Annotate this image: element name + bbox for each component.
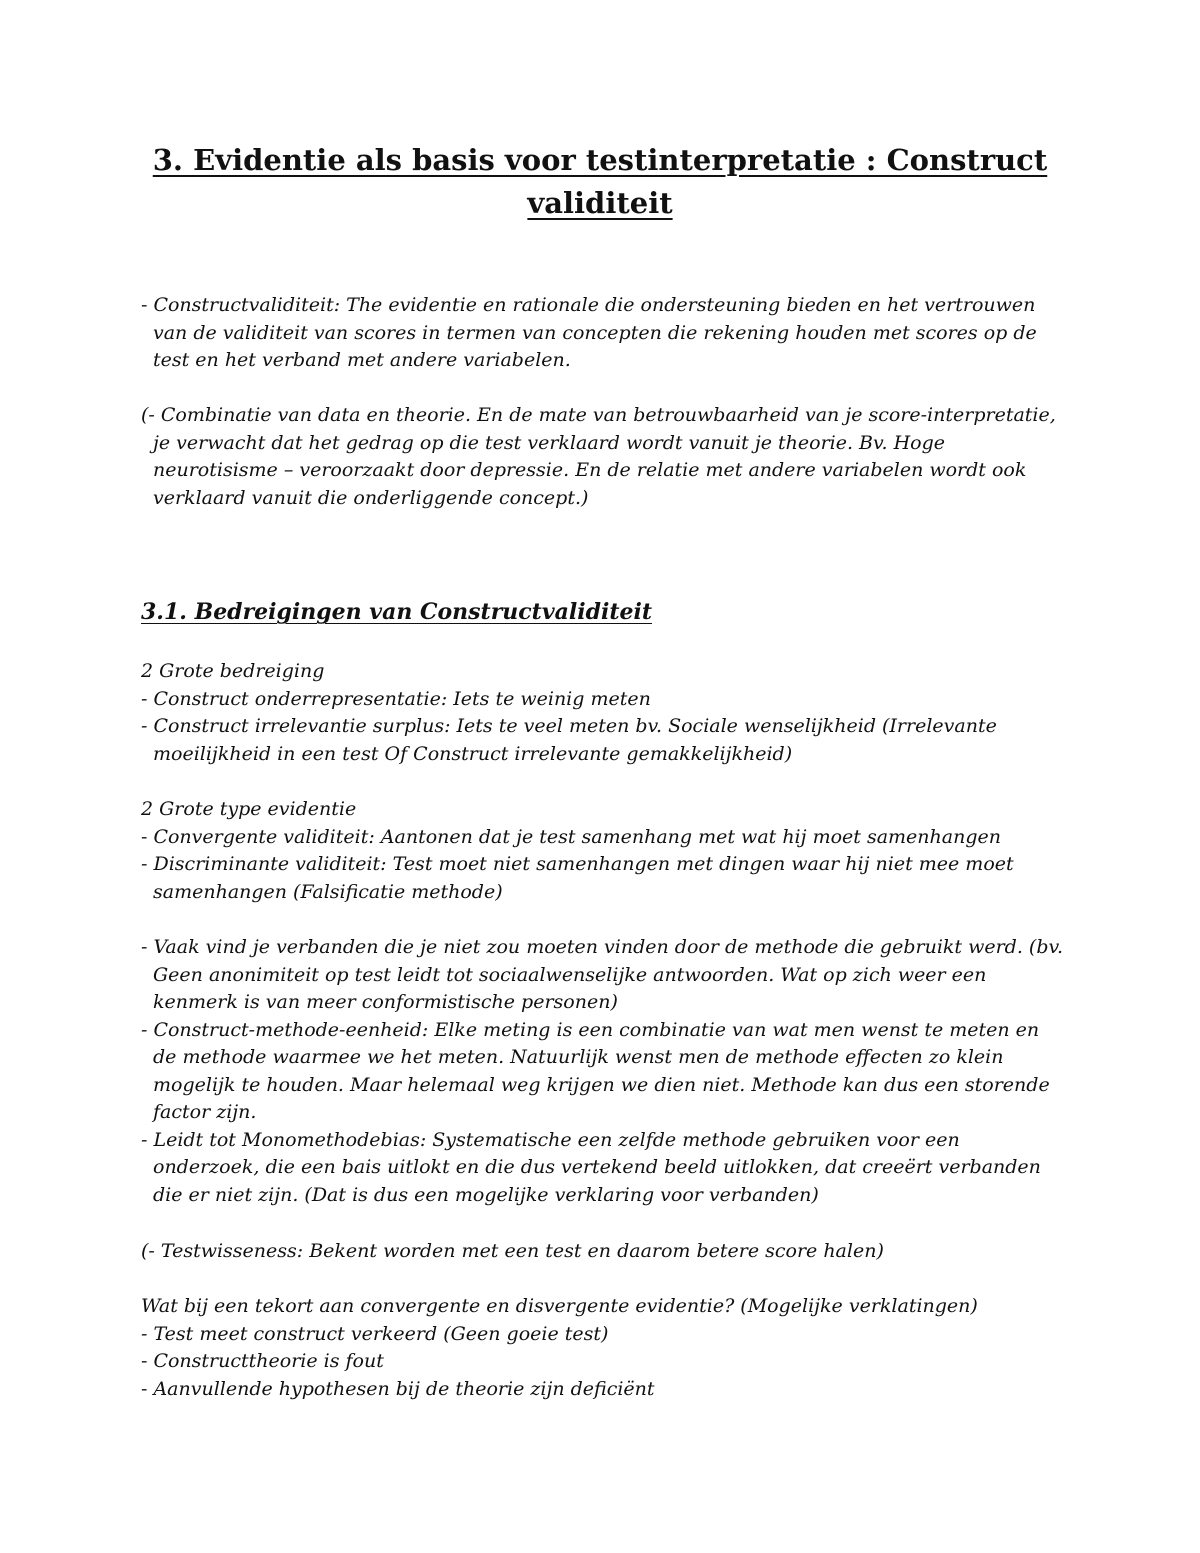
- note-paragraph: [141, 402, 1056, 512]
- shortage-list: [141, 1293, 978, 1403]
- list-item: - Aanvullende hypothesen bij de theorie zijn deficiënt: [141, 1377, 655, 1400]
- list-item-continuation: factor zijn.: [153, 1101, 257, 1123]
- list-item: - Construct irrelevantie surplus: Iets te veel meten bv. Sociale wenselijkheid (Irrelevante: [141, 715, 997, 737]
- text-line: test en het verband met andere variabelen.: [153, 349, 571, 371]
- text-line: (- Testwisseness: Bekent worden met een test en daarom betere score halen): [141, 1240, 884, 1262]
- text-line: (- Combinatie van data en theorie. En de mate van betrouwbaarheid van je score-interpretatie,: [141, 404, 1056, 426]
- page-title: [140, 139, 1060, 225]
- list-item: - Constructtheorie is fout: [141, 1350, 384, 1372]
- list-heading: 2 Grote type evidentie: [141, 798, 357, 820]
- text-line: verklaard vanuit die onderliggende concept.): [153, 486, 589, 509]
- list-item: - Convergente validiteit: Aantonen dat je test samenhang met wat hij moet samenhangen: [141, 825, 1001, 848]
- list-item-continuation: die er niet zijn. (Dat is dus een mogelijke verklaring voor verbanden): [153, 1183, 819, 1206]
- list-item: - Construct onderrepresentatie: Iets te weinig meten: [141, 687, 651, 710]
- list-item: - Leidt tot Monomethodebias: Systematische een zelfde methode gebruiken voor een: [141, 1128, 960, 1151]
- list-item-continuation: de methode waarmee we het meten. Natuurlijk wenst men de methode effecten zo klein: [153, 1046, 1004, 1068]
- list-item-continuation: kenmerk is van meer conformistische personen): [153, 991, 618, 1013]
- list-item-continuation: onderzoek, die een bais uitlokt en die dus vertekend beeld uitlokken, dat creeërt verbanden: [153, 1156, 1041, 1178]
- text-line: je verwacht dat het gedrag op die test verklaard wordt vanuit je theorie. Bv. Hoge: [153, 431, 945, 454]
- list-item: - Vaak vind je verbanden die je niet zou moeten vinden door de methode die gebruikt werd. (bv.: [141, 936, 1064, 958]
- testwiseness-note: [141, 1238, 884, 1266]
- evidence-list: [141, 796, 1014, 906]
- method-list: [141, 934, 1063, 1209]
- text-line: neurotisisme – veroorzaakt door depressie. En de relatie met andere variabelen wordt ook: [153, 459, 1027, 481]
- list-item-continuation: samenhangen (Falsificatie methode): [153, 880, 503, 903]
- list-item-continuation: moeilijkheid in een test Of Construct irrelevante gemakkelijkheid): [153, 742, 793, 765]
- list-item: - Construct-methode-eenheid: Elke meting is een combinatie van wat men wenst te meten en: [141, 1018, 1040, 1041]
- list-item: - Discriminante validiteit: Test moet niet samenhangen met dingen waar hij niet mee moet: [141, 853, 1014, 875]
- threats-list: [141, 658, 997, 768]
- title-line-2: validiteit: [527, 186, 673, 220]
- list-item: - Test meet construct verkeerd (Geen goeie test): [141, 1322, 609, 1345]
- list-item-continuation: Geen anonimiteit op test leidt tot sociaalwenselijke antwoorden. Wat op zich weer een: [153, 963, 987, 986]
- list-heading: Wat bij een tekort aan convergente en disvergente evidentie? (Mogelijke verklatingen): [141, 1295, 978, 1317]
- title-line-1: 3. Evidentie als basis voor testinterpretatie : Construct: [152, 143, 1048, 177]
- list-heading: 2 Grote bedreiging: [141, 660, 325, 682]
- definition-paragraph: [141, 292, 1037, 375]
- list-item-continuation: mogelijk te houden. Maar helemaal weg krijgen we dien niet. Methode kan dus een storende: [153, 1073, 1050, 1096]
- text-line: - Constructvaliditeit: The evidentie en rationale die ondersteuning bieden en het vertrouwen: [141, 294, 1036, 316]
- text-line: van de validiteit van scores in termen van concepten die rekening houden met scores op de: [153, 321, 1037, 344]
- section-heading: 3.1. Bedreigingen van Constructvaliditeit: [141, 599, 653, 625]
